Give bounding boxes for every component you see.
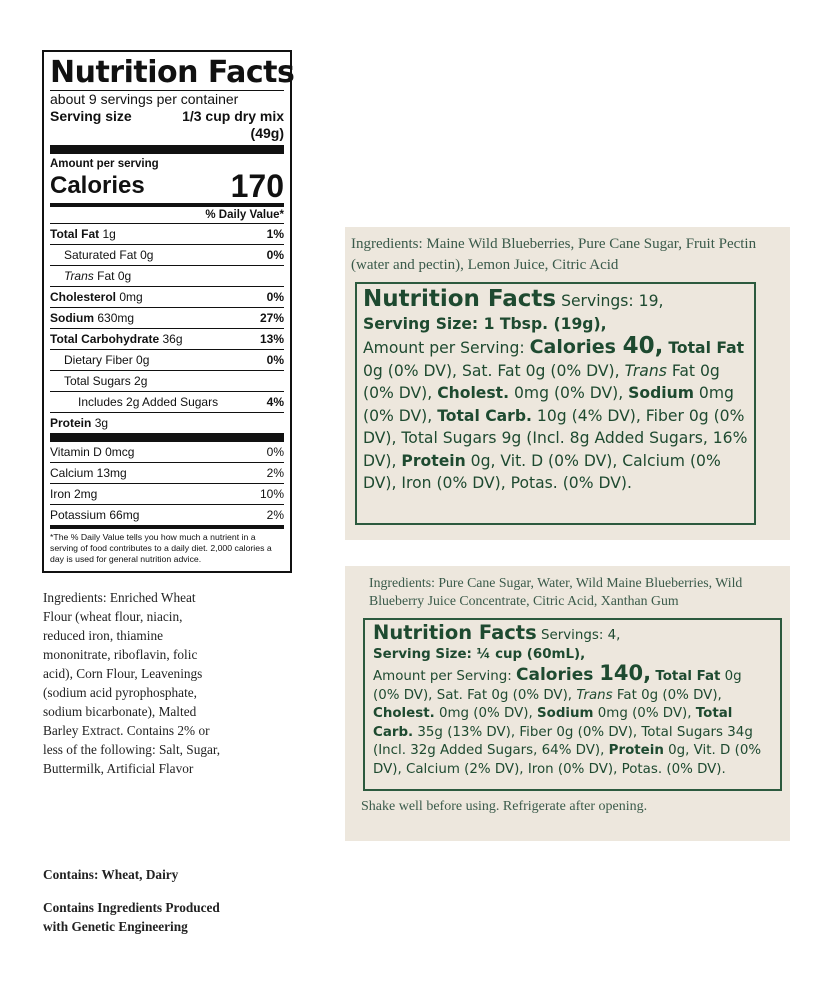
vitamin-label: Iron 2mg <box>50 487 98 501</box>
calories-label: Calories <box>50 172 145 199</box>
mix-ingredients: Ingredients: Enriched Wheat Flour (wheat flour, niacin, reduced iron, thiamine mononitrate, riboflavin, folic acid), Corn Flour, Leavenings (sodium acid pyrophosphate, sodium bicarbonate), Malted Barley Extract. Contains 2% or less of the following: Salt, Sugar, Buttermilk, Artificial Flavor <box>43 590 221 776</box>
syrup-carb: 35g (13% DV), Fiber 0g (0% DV), Total Sugars 34g (Incl. 32g Added Sugars, 64% DV), <box>373 724 753 758</box>
syrup-total-fat: 0g (0% DV), Sat. Fat 0g (0% DV), <box>373 669 742 703</box>
nutrient-amount: 630mg <box>97 311 135 325</box>
mix-allergen-statement: Contains: Wheat, Dairy <box>43 867 179 882</box>
syrup-protein: 0g, Vit. D (0% DV), Calcium (2% DV), Iron (0% DV), Potas. (0% DV). <box>373 743 762 777</box>
vitamin-label: Potassium 66mg <box>50 508 140 522</box>
nutrient-name: Trans <box>64 269 94 283</box>
syrup-sodium-label: Sodium <box>536 706 594 721</box>
vitamin-row-potassium <box>50 504 284 525</box>
nutrient-name: Protein <box>50 416 92 430</box>
jam-sodium: 0mg (0% DV), <box>363 384 734 425</box>
serving-size-row <box>50 108 284 125</box>
jam-cholest: 0mg (0% DV), <box>509 384 629 402</box>
nutrient-dv: 0% <box>266 353 284 367</box>
jam-calories-label: Calories <box>529 336 623 358</box>
nutrient-dv: 13% <box>259 332 284 346</box>
nutrient-name: Total Fat <box>50 227 100 241</box>
nutrition-facts-panel-mix <box>42 50 295 573</box>
nutrient-name: Dietary Fiber <box>64 353 133 367</box>
jam-cholest-label: Cholest. <box>437 384 510 402</box>
syrup-protein-label: Protein <box>608 743 664 758</box>
nutrient-amount: 2g <box>134 374 148 388</box>
syrup-cholest: 0mg (0% DV), <box>434 706 537 721</box>
jam-protein-label: Protein <box>401 451 466 470</box>
jam-protein: 0g, Vit. D (0% DV), Calcium (0% DV), Iron (0% DV), Potas. (0% DV). <box>363 451 721 492</box>
jam-nutrition-facts-box <box>355 282 756 525</box>
nutrient-row-protein <box>50 412 284 433</box>
servings-per-container: about 9 servings per container <box>50 91 239 107</box>
jam-trans: Fat 0g (0% DV), <box>363 361 720 402</box>
jam-serving-size: Serving Size: 1 Tbsp. (19g), <box>363 314 607 333</box>
jam-total-fat: 0g (0% DV), Sat. Fat 0g (0% DV), <box>363 361 625 380</box>
vitamin-dv: 2% <box>266 508 284 522</box>
syrup-trans: Fat 0g (0% DV), <box>612 687 722 703</box>
jam-carb-label: Total Carb. <box>437 406 532 425</box>
syrup-total-fat-label: Total Fat <box>655 669 721 684</box>
serving-size-value: 1/3 cup dry mix <box>182 108 284 124</box>
jam-trans-label: Trans <box>624 361 667 380</box>
nutrient-amount: 1g <box>102 227 116 241</box>
syrup-trans-label: Trans <box>576 687 613 703</box>
syrup-serving-size: Serving Size: ¼ cup (60mL), <box>373 646 586 662</box>
syrup-label-panel <box>345 566 790 841</box>
jam-calories-value: 40, <box>622 333 664 359</box>
nutrient-amount: 36g <box>162 332 183 346</box>
vitamin-dv: 2% <box>266 466 284 480</box>
nutrient-row-cholesterol <box>50 286 284 307</box>
nutrient-dv: 1% <box>266 227 284 241</box>
nutrient-amount: 0mg <box>119 290 143 304</box>
daily-value-footnote: *The % Daily Value tells you how much a nutrient in a serving of food contributes to a daily diet. 2,000 calories a day is used for general nutrition advice. <box>50 532 272 564</box>
vitamin-label: Calcium 13mg <box>50 466 127 480</box>
jam-servings: Servings: 19, <box>556 292 664 310</box>
amount-per-serving: Amount per serving <box>50 158 159 170</box>
nutrient-row-dietary-fiber <box>50 349 284 370</box>
daily-value-header: % Daily Value* <box>205 209 284 221</box>
nutrient-row-added-sugars <box>50 391 284 412</box>
vitamin-row-iron <box>50 483 284 504</box>
nutrient-name: Saturated Fat <box>64 248 137 262</box>
jam-carb: 10g (4% DV), Fiber 0g (0% DV), Total Sugars 9g (Incl. 8g Added Sugars, 16% DV), <box>363 406 748 470</box>
nutrient-name: Sodium <box>50 311 94 325</box>
nutrition-facts-title: Nutrition Facts <box>50 55 295 90</box>
nutrient-dv: 4% <box>266 395 284 409</box>
syrup-calories-label: Calories <box>516 665 600 685</box>
mix-genetic-engineering-note: Contains Ingredients Produced with Genetic Engineering <box>43 900 220 934</box>
vitamin-row-calcium <box>50 462 284 483</box>
nutrient-name: Total Carbohydrate <box>50 332 160 346</box>
nutrient-row-trans-fat <box>50 265 284 286</box>
vitamin-label: Vitamin D 0mcg <box>50 445 135 459</box>
serving-size-grams: (49g) <box>250 125 284 141</box>
jam-label-panel <box>345 227 790 540</box>
syrup-sodium: 0mg (0% DV), <box>593 706 696 721</box>
nutrient-name: Cholesterol <box>50 290 117 304</box>
syrup-nutrition-title: Nutrition Facts <box>373 621 537 644</box>
nutrient-amount: 0g <box>140 248 154 262</box>
nutrient-dv: 0% <box>266 290 284 304</box>
calories-row <box>50 168 284 204</box>
jam-amount-per-serving: Amount per Serving: <box>363 339 530 357</box>
vitamin-dv: 0% <box>266 445 284 459</box>
syrup-amount-per-serving: Amount per Serving: <box>373 669 517 684</box>
vitamin-row-vitamin-d <box>50 442 284 462</box>
syrup-ingredients: Ingredients: Pure Cane Sugar, Water, Wild Maine Blueberries, Wild Blueberry Juice Concentrate, Citric Acid, Xanthan Gum <box>369 575 743 608</box>
jam-sodium-label: Sodium <box>628 384 694 402</box>
serving-size-label: Serving size <box>50 108 132 124</box>
nutrient-dv: 0% <box>266 248 284 262</box>
jam-total-fat-label: Total Fat <box>668 339 745 357</box>
syrup-calories-value: 140, <box>599 661 652 685</box>
jam-ingredients: Ingredients: Maine Wild Blueberries, Pure Cane Sugar, Fruit Pectin (water and pectin), Lemon Juice, Citric Acid <box>351 236 757 273</box>
nutrient-amount: Fat 0g <box>97 269 132 283</box>
nutrient-row-total-carbohydrate <box>50 328 284 349</box>
nutrient-row-sodium <box>50 307 284 328</box>
vitamin-dv: 10% <box>259 487 284 501</box>
nutrient-row-total-fat <box>50 223 284 244</box>
jam-nutrition-title: Nutrition Facts <box>363 286 557 312</box>
syrup-servings: Servings: 4, <box>536 628 621 643</box>
nutrient-name: Includes 2g Added Sugars <box>78 395 219 409</box>
nutrient-amount: 3g <box>94 416 109 430</box>
nutrient-row-saturated-fat <box>50 244 284 265</box>
syrup-nutrition-facts-box <box>363 618 782 791</box>
nutrient-row-total-sugars <box>50 370 284 391</box>
syrup-storage-note: Shake well before using. Refrigerate after opening. <box>361 799 648 814</box>
nutrient-name: Total Sugars <box>64 374 131 388</box>
syrup-cholest-label: Cholest. <box>373 706 435 721</box>
calories-value: 170 <box>230 168 284 204</box>
nutrient-dv: 27% <box>259 311 284 325</box>
syrup-carb-label: Total Carb. <box>373 706 733 740</box>
nutrient-amount: 0g <box>136 353 150 367</box>
